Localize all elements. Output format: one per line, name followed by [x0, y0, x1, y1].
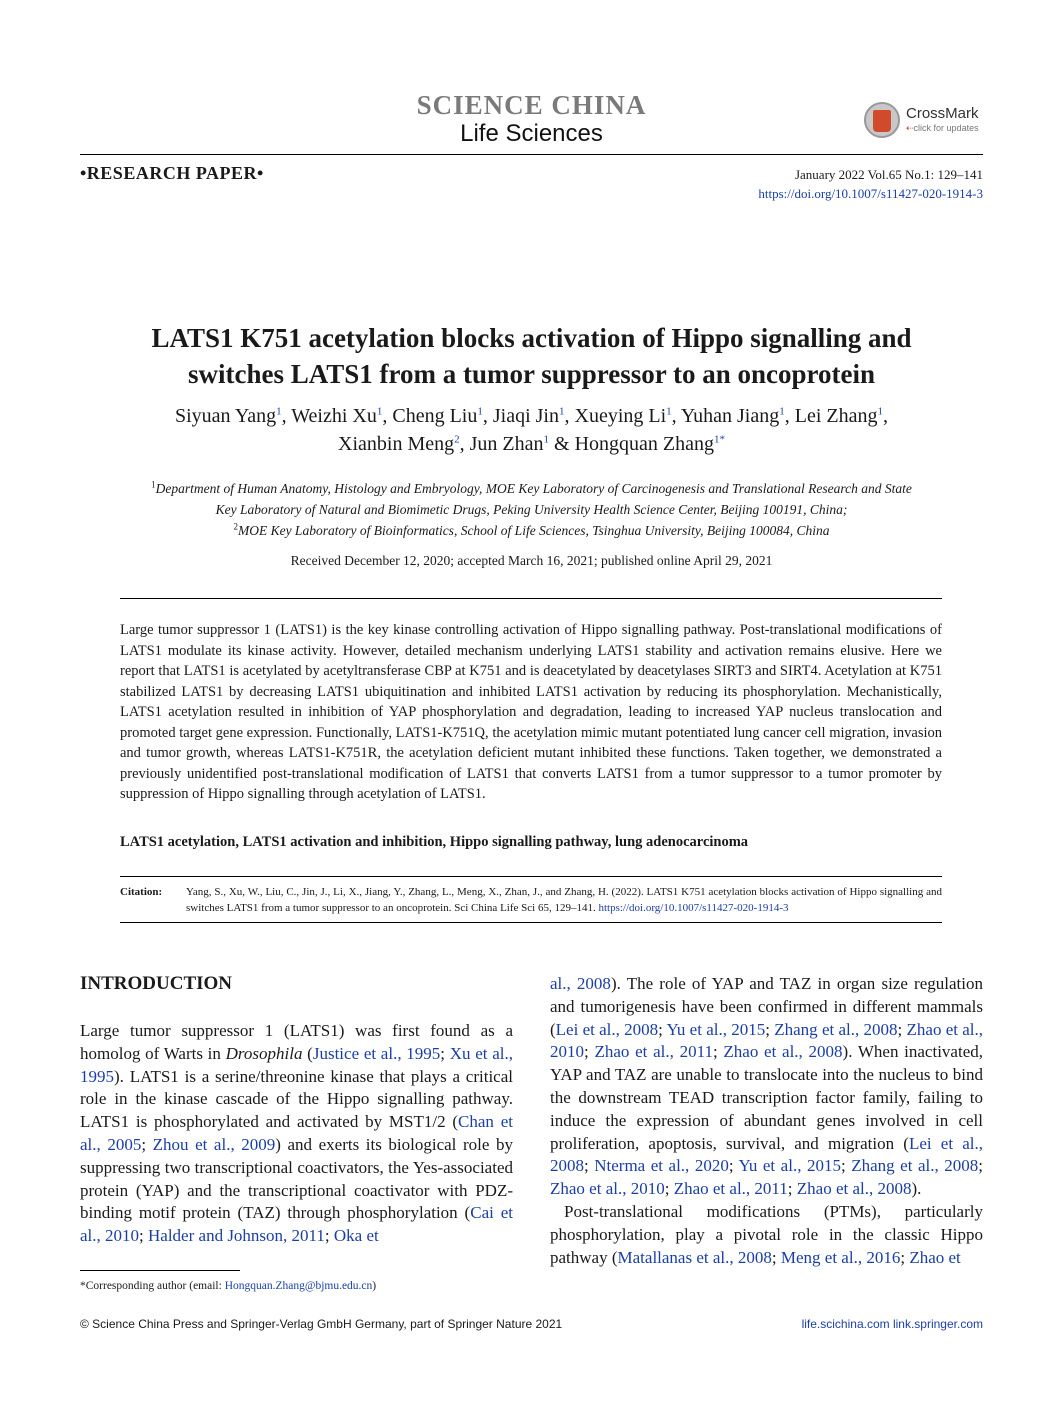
citation-link[interactable]: Zhao et [909, 1247, 961, 1267]
author: Lei Zhang [794, 405, 878, 427]
citation-bottom-rule [120, 922, 942, 923]
crossmark-sub: ⇠click for updates [906, 123, 979, 133]
author-affiliation-mark[interactable]: 1 [877, 405, 883, 418]
author: Weizhi Xu [291, 405, 377, 427]
author-line-1: Siyuan Yang$^1$, Weizhi Xu$^1$, Cheng Liu$^1$, Jiaqi Jin$^1$, Xueying Li$^1$, Yuhan Jiang$^1$, Lei Zhang$^1$, [175, 405, 888, 427]
affiliation-1: $^1$Department of Human Anatomy, Histology and Embryology, MOE Key Laboratory of Carcinogenesis and Translational Research and State [151, 479, 912, 496]
footer-links[interactable]: life.scichina.com link.springer.com [801, 1317, 983, 1331]
author-affiliation-mark[interactable]: 1 [543, 433, 549, 446]
crossmark-badge[interactable] [864, 102, 988, 140]
author-affiliation-mark[interactable]: 1 [477, 405, 483, 418]
citation-doi-link[interactable]: https://doi.org/10.1007/s11427-020-1914-3 [598, 902, 789, 914]
abstract-top-rule [120, 598, 942, 599]
journal-section: Life Sciences [460, 120, 603, 147]
author: Jiaqi Jin [492, 405, 559, 427]
author: Yuhan Jiang [680, 405, 780, 427]
citation-link[interactable]: Zhao et al., 2010 [550, 1179, 665, 1199]
title-line-2: switches LATS1 from a tumor suppressor to an oncoprotein [187, 359, 876, 389]
author: Hongquan Zhang [574, 433, 714, 455]
citation-link[interactable]: Zhang et al., 2008 [774, 1019, 898, 1039]
citation-link[interactable]: Halder and Johnson, 2011 [148, 1226, 325, 1246]
citation-link[interactable]: Nterma et al., 2020 [594, 1156, 729, 1176]
author-affiliation-mark[interactable]: 1 [666, 405, 672, 418]
author-email-link[interactable]: Hongquan.Zhang@bjmu.edu.cn [224, 1280, 373, 1292]
crossmark-icon [864, 102, 900, 138]
corresponding-author-footnote: *Corresponding author (email: Hongquan.Zhang@bjmu.edu.cn) [80, 1280, 377, 1292]
keywords: LATS1 acetylation, LATS1 activation and inhibition, Hippo signalling pathway, lung adenocarcinoma [120, 834, 749, 850]
publication-dates: Received December 12, 2020; accepted March 16, 2021; published online April 29, 2021 [290, 553, 773, 568]
citation-link[interactable]: Oka et [333, 1226, 379, 1246]
paper-type: •RESEARCH PAPER• [80, 163, 264, 183]
issue-info: January 2022 Vol.65 No.1: 129–141 [794, 167, 983, 182]
journal-name: SCIENCE CHINA [416, 90, 647, 120]
header-divider [80, 154, 983, 155]
author: Siyuan Yang [175, 405, 277, 427]
author-affiliation-mark[interactable]: 1 [376, 405, 383, 418]
citation-link[interactable]: Zhou et al., 2009 [152, 1134, 276, 1154]
copyright-footer: © Science China Press and Springer-Verlag GmbH Germany, part of Springer Nature 2021 [80, 1317, 563, 1331]
citation-link[interactable]: Yu et al., 2015 [666, 1019, 766, 1039]
affiliation-2: $^2$MOE Key Laboratory of Bioinformatics, School of Life Sciences, Tsinghua University, Beijing 100084, China [233, 521, 830, 538]
author-affiliation-mark[interactable]: 1 [559, 405, 565, 418]
author-list [80, 402, 983, 458]
author: Jun Zhan [469, 433, 544, 455]
citation-link[interactable]: Zhao et al., 2010 [550, 1019, 984, 1062]
citation-link[interactable]: al., 2008 [550, 974, 611, 993]
citation-link[interactable]: Cai et al., 2010 [80, 1203, 513, 1246]
intro-paragraph: Post-translational modifications (PTMs), particularly phosphorylation, play a pivotal role in the classic Hippo pathway (Matallanas et al., 2008; Meng et al., 2016; Zhao et [550, 1201, 983, 1267]
affiliation-1-cont: Key Laboratory of Natural and Biomimetic Drugs, Peking University Health Science Center, Beijing 100191, China; [215, 502, 848, 517]
intro-left-column [80, 1020, 513, 1248]
crossmark-label: CrossMark [906, 105, 979, 122]
author-affiliation-mark[interactable]: 1 [276, 405, 282, 418]
citation-text: Yang, S., Xu, W., Liu, C., Jin, J., Li, X., Jiang, Y., Zhang, L., Meng, X., Zhan, J., and Zhang, H. (2022). LATS1 K751 acetylation blocks activation of Hippo signalling and switches LATS1 from a tumor suppressor to an oncoprotein. Sci China Life Sci 65, 129–141. https://doi.org/10.1007/s11427-020-1914-3 [186, 886, 942, 914]
section-heading: INTRODUCTION [80, 973, 233, 994]
author: Cheng Liu [392, 405, 478, 427]
arrow-left-icon: ⇠ [906, 123, 914, 133]
author-line-2: Xianbin Meng$^2$, Jun Zhan$^1$ & Hongquan Zhang$^{1*}$ [338, 433, 725, 455]
intro-right-column [550, 973, 983, 1269]
citation-link[interactable]: Meng et al., 2016 [780, 1247, 901, 1267]
citation-link[interactable]: Matallanas et al., 2008 [617, 1247, 772, 1267]
author-affiliation-mark[interactable]: 1* [713, 433, 725, 446]
citation-link[interactable]: Yu et al., 2015 [738, 1156, 841, 1176]
doi-link[interactable]: https://doi.org/10.1007/s11427-020-1914-3 [758, 186, 983, 201]
title-line-1: LATS1 K751 acetylation blocks activation of Hippo signalling and [151, 323, 912, 353]
author-affiliation-mark[interactable]: 2 [454, 433, 460, 446]
citation-label: Citation: [120, 886, 163, 898]
affiliations [100, 478, 963, 541]
citation-link[interactable]: Xu et al., 1995 [80, 1043, 513, 1086]
citation-top-rule [120, 876, 942, 877]
author: Xianbin Meng [338, 433, 455, 455]
citation-link[interactable]: Zhao et al., 2008 [723, 1042, 843, 1062]
citation-link[interactable]: Justice et al., 1995 [312, 1043, 441, 1063]
abstract: Large tumor suppressor 1 (LATS1) is the key kinase controlling activation of Hippo signalling pathway. Post-translational modifications of LATS1 modulate its kinase activity. However, detailed mechanism underlying LATS1 stability and activation remains elusive. Here we report that LATS1 is acetylated by acetyltransferase CBP at K751 and is deacetylated by deacetylases SIRT3 and SIRT4. Acetylation at K751 stabilized LATS1 by decreasing LATS1 ubiquitination and inhibited LATS1 activation by reducing its phosphorylation. Mechanistically, LATS1 acetylation resulted in inhibition of YAP phosphorylation and degradation, leading to increased YAP nucleus translocation and promoted target gene expression. Functionally, LATS1-K751Q, the acetylation mimic mutant potentiated lung cancer cell migration, invasion and tumor growth, whereas LATS1-K751R, the acetylation deficient mutant inhibited these functions. Taken together, we demonstrated a previously unidentified post-translational modification of LATS1 that converts LATS1 from a tumor suppressor to a tumor promoter by suppression of Hippo signalling through acetylation of LATS1. [120, 622, 942, 802]
footnote-rule [80, 1270, 240, 1271]
paper-title [80, 320, 983, 392]
intro-paragraph: al., 2008). The role of YAP and TAZ in organ size regulation and tumorigenesis have been confirmed in different mammals (Lei et al., 2008; Yu et al., 2015; Zhang et al., 2008; Zhao et al., 2010; Zhao et al., 2011; Zhao et al., 2008). When inactivated, YAP and TAZ are unable to translocate into the nucleus to bind the downstream TEAD transcription factor family, failing to induce the expression of abundant genes involved in cell proliferation, apoptosis, survival, and migration (Lei et al., 2008; Nterma et al., 2020; Yu et al., 2015; Zhang et al., 2008; Zhao et al., 2010; Zhao et al., 2011; Zhao et al., 2008). [550, 974, 984, 1199]
author: Xueying Li [574, 405, 667, 427]
intro-paragraph: Large tumor suppressor 1 (LATS1) was first found as a homolog of Warts in Drosophila (Justice et al., 1995; Xu et al., 1995). LATS1 is a serine/threonine kinase that plays a critical role in the kinase cascade of the Hippo signalling pathway. LATS1 is phosphorylated and activated by MST1/2 (Chan et al., 2005; Zhou et al., 2009) and exerts its biological role by suppressing two transcriptional coactivators, the Yes-associated protein (YAP) and the transcriptional coactivator with PDZ-binding motif protein (TAZ) through phosphorylation (Cai et al., 2010; Halder and Johnson, 2011; Oka et [80, 1021, 513, 1246]
citation-link[interactable]: Zhao et al., 2011 [673, 1179, 788, 1199]
citation-link[interactable]: Chan et al., 2005 [80, 1112, 513, 1154]
citation-link[interactable]: Zhao et al., 2008 [796, 1179, 912, 1199]
citation-link[interactable]: Zhang et al., 2008 [851, 1156, 979, 1176]
citation-link[interactable]: Lei et al., 2008 [550, 1133, 983, 1176]
author-affiliation-mark[interactable]: 1 [779, 405, 785, 418]
citation-link[interactable]: Zhao et al., 2011 [594, 1042, 713, 1062]
citation-link[interactable]: Lei et al., 2008 [555, 1019, 659, 1039]
